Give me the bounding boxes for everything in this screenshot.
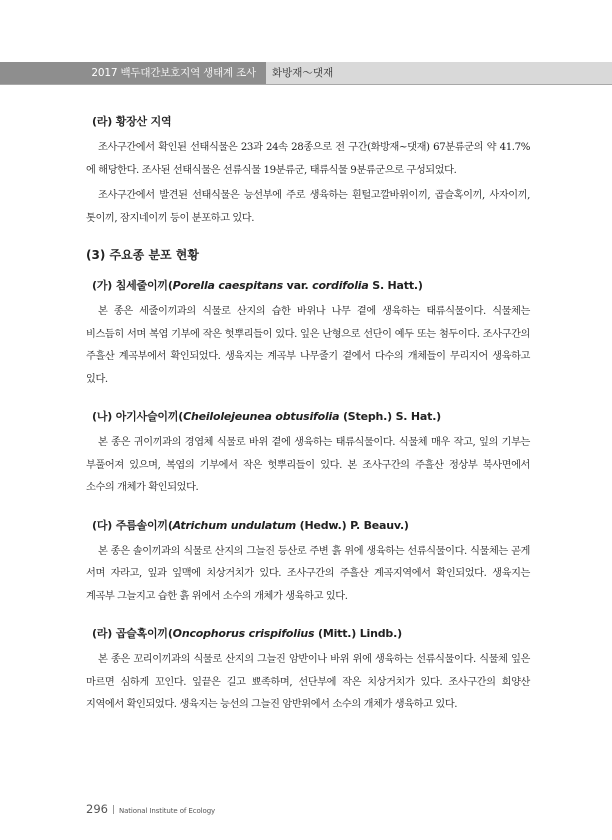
species-heading: (라) 곱슬혹이끼(Oncophorus crispifolius (Mitt.) Lindb.) — [92, 627, 402, 640]
page-number: 296 — [86, 802, 108, 816]
subsection-heading: (라) 황장산 지역 — [92, 115, 172, 128]
scientific-name: Porella caespitans — [172, 279, 284, 292]
paragraph: 조사구간에서 발견된 선태식물은 능선부에 주로 생육하는 흰털고깔바위이끼, 곱슬혹이끼, 사자이끼, 톳이끼, 잠지네이끼 등이 분포하고 있다. — [86, 190, 530, 224]
scientific-name-variety: cordifolia — [312, 279, 369, 292]
paragraph: 조사구간에서 확인된 선태식물은 23과 24속 28종으로 전 구간(화방재~댓재) 67분류군의 약 41.7%에 해당한다. 조사된 선태식물은 선류식물 19분류군, 태류식물 9분류군으로 구성되었다. — [86, 142, 530, 176]
institute-name: National Institute of Ecology — [118, 807, 216, 815]
page-footer — [86, 798, 215, 817]
page-body — [86, 113, 530, 720]
footer-divider — [113, 805, 114, 814]
species-heading: (다) 주름솔이끼(Atrichum undulatum (Hedw.) P. Beauv.) — [92, 518, 409, 532]
species-heading: (나) 아기사슬이끼(Cheilolejeunea obtusifolia (Steph.) S. Hat.) — [92, 410, 442, 423]
header-rule — [0, 84, 612, 85]
species-heading: (가) 침세줄이끼(Porella caespitans var. cordifolia S. Hatt.) — [92, 279, 423, 292]
section-heading: (3) 주요종 분포 현황 — [86, 248, 199, 262]
scientific-name: Oncophorus crispifolius — [172, 627, 315, 640]
paragraph: 본 종은 세줄이끼과의 식물로 산지의 습한 바위나 나무 곁에 생육하는 태류식물이다. 식물체는 비스듬히 서며 복엽 기부에 작은 헛뿌리들이 있다. 잎은 난형으로 선단이 예두 또는 첨두이다. 조사구간의 주흘산 계곡부에서 확인되었다. 생육지는 계곡부 나무줄기 곁에서 다수의 개체들이 무리지어 생육하고 있다. — [86, 306, 530, 385]
running-header-title: 2017 백두대간보호지역 생태계 조사 — [0, 62, 266, 84]
paragraph: 본 종은 솔이끼과의 식물로 산지의 그늘진 등산로 주변 흙 위에 생육하는 선류식물이다. 식물체는 곧게 서며 자라고, 잎과 잎맥에 치상거치가 있다. 조사구간의 주흘산 계곡지역에서 확인되었다. 생육지는 계곡부 그늘지고 습한 흙 위에서 소수의 개체가 생육하고 있다. — [86, 545, 530, 602]
paragraph: 본 종은 귀이끼과의 경엽체 식물로 바위 곁에 생육하는 태류식물이다. 식물체 매우 작고, 잎의 기부는 부풀어져 있으며, 복엽의 기부에서 작은 헛뿌리들이 있다. 본 조사구간의 주흘산 정상부 북사면에서 소수의 개체가 확인되었다. — [86, 437, 530, 493]
paragraph: 본 종은 꼬리이끼과의 식물로 산지의 그늘진 암반이나 바위 위에 생육하는 선류식물이다. 식물체 잎은 마르면 심하게 꼬인다. 잎끝은 길고 뾰족하며, 선단부에 작은 치상거치가 있다. 조사구간의 희양산 지역에서 확인되었다. 생육지는 능선의 그늘진 암반위에서 소수의 개체가 생육하고 있다. — [86, 654, 530, 710]
scientific-name: Atrichum undulatum — [172, 518, 297, 532]
scientific-name: Cheilolejeunea obtusifolia — [183, 410, 340, 423]
running-header-section: 화방재～댓재 — [272, 67, 334, 79]
